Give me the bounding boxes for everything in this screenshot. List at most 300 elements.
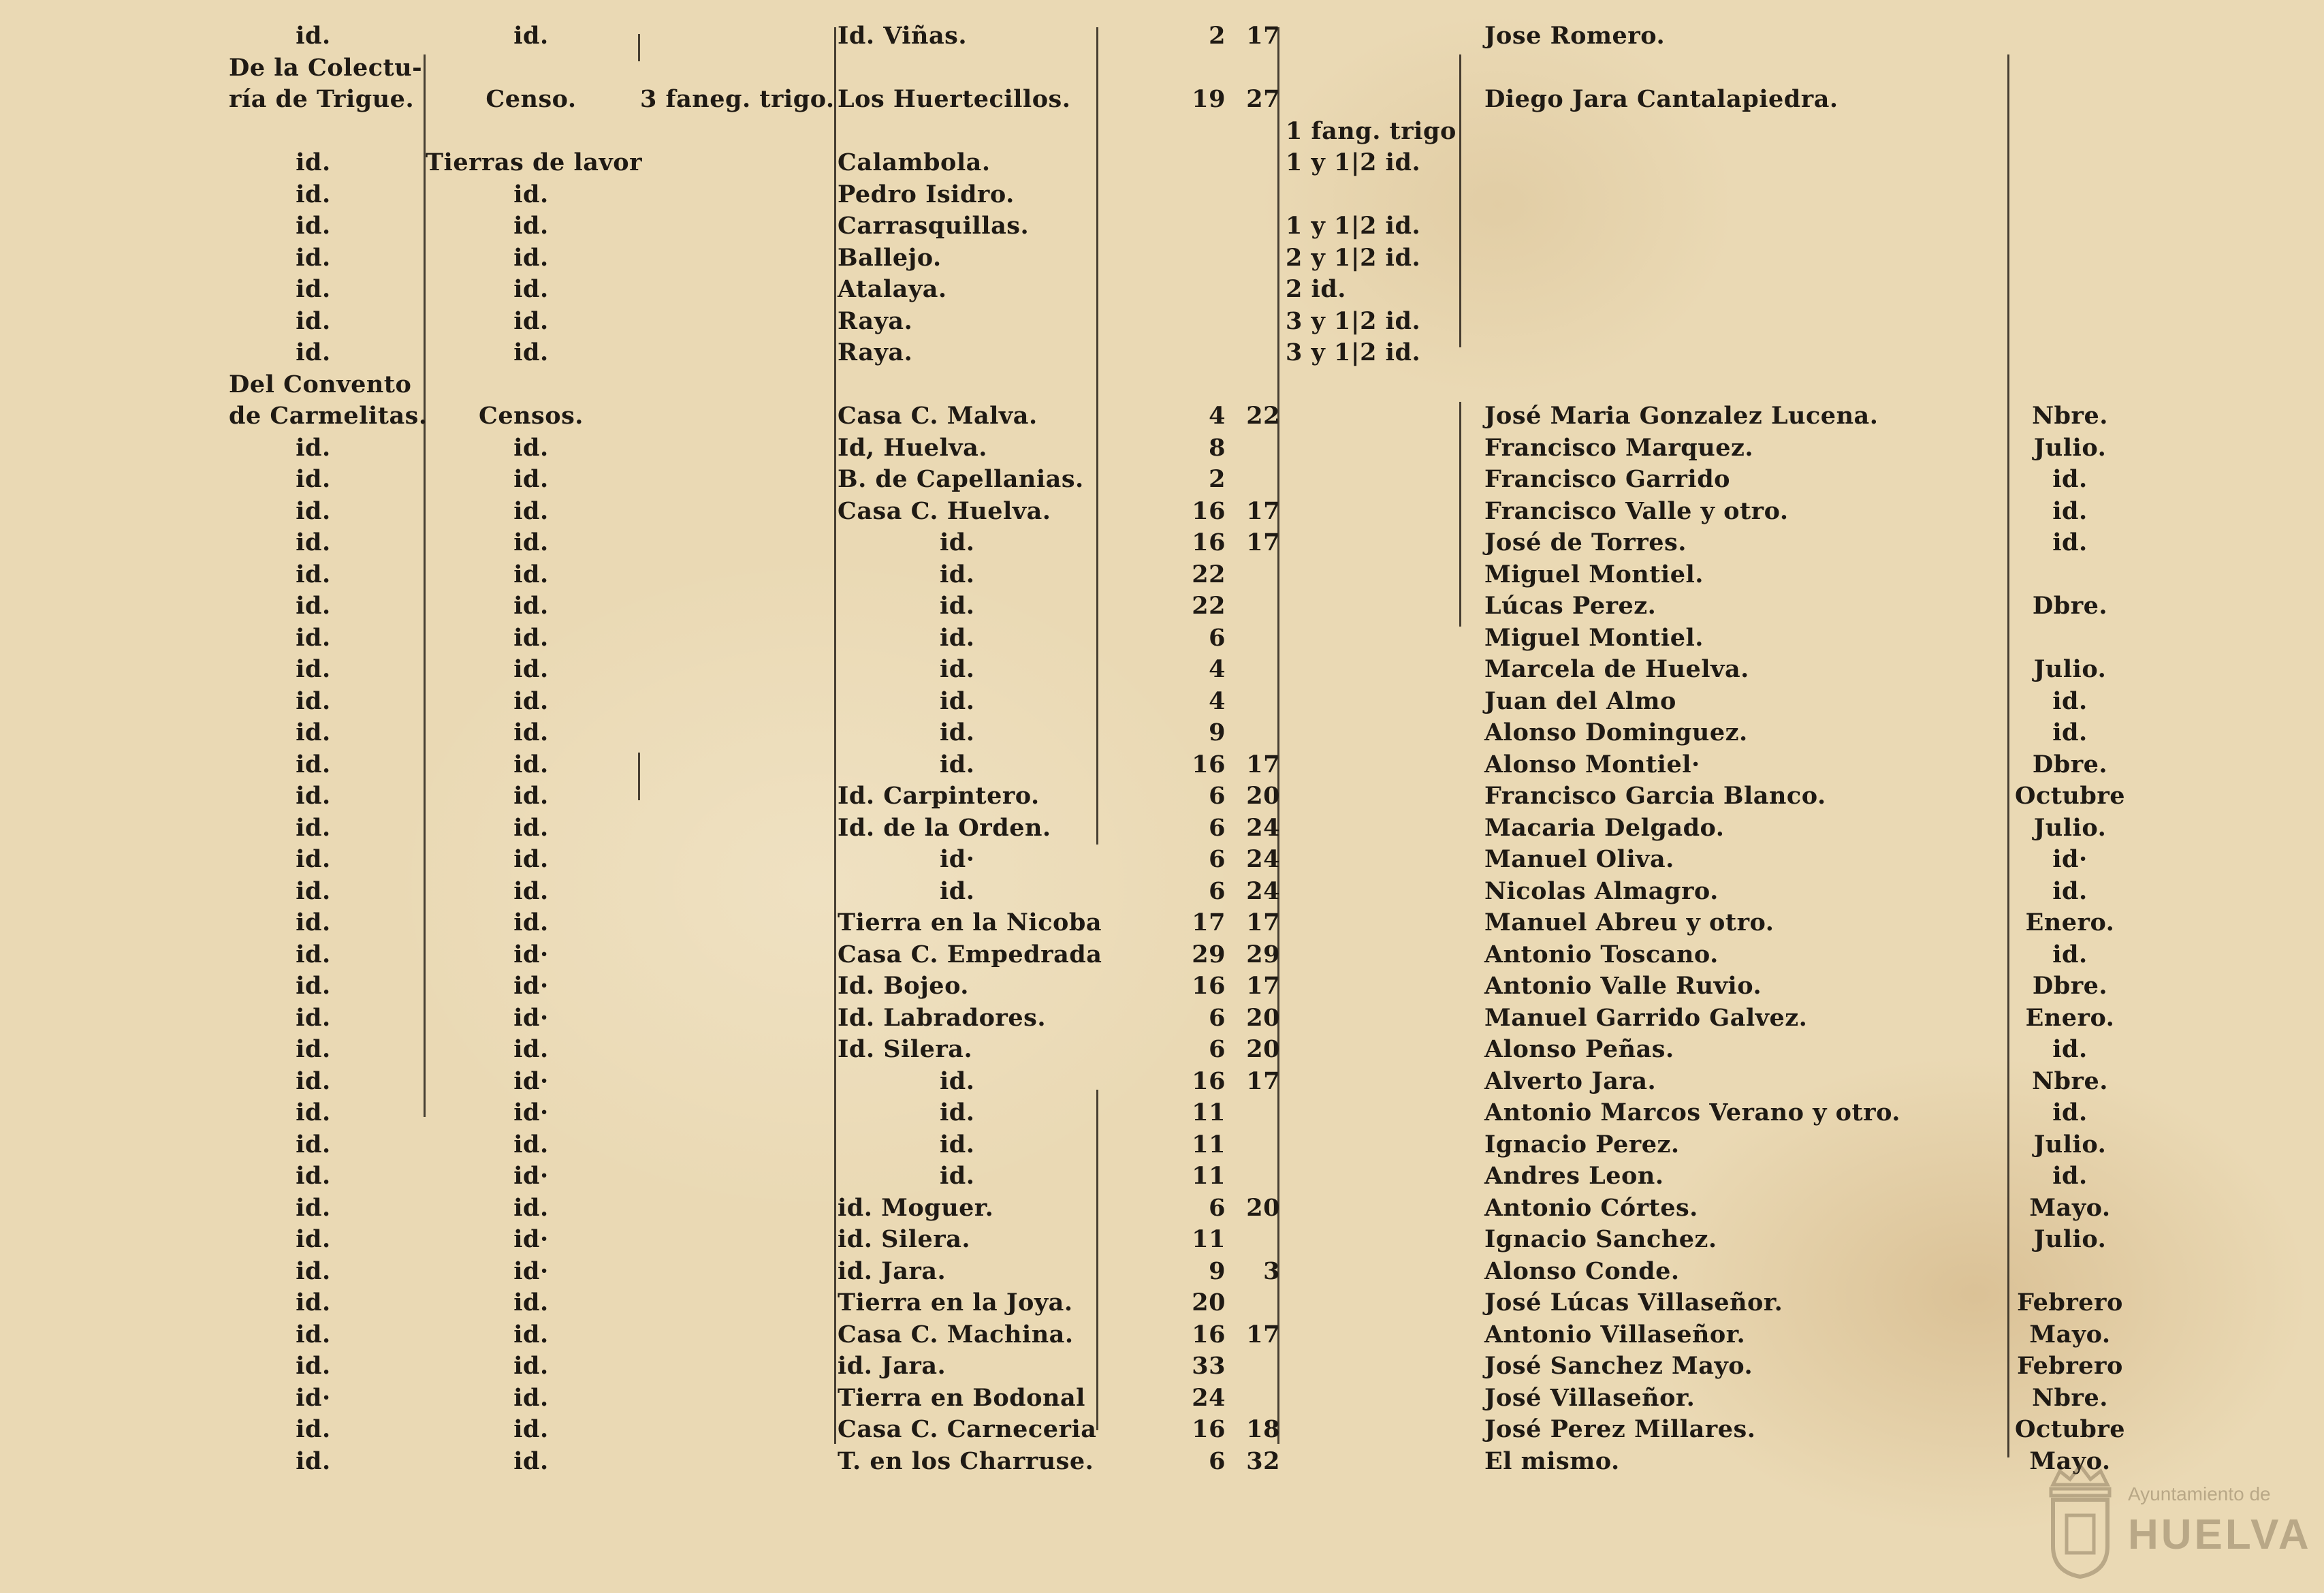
office-cell: id. xyxy=(296,560,331,588)
office-cell: id. xyxy=(296,529,331,556)
month-cell: Febrero xyxy=(2017,1289,2123,1316)
tenant-cell: José de Torres. xyxy=(1484,529,1687,556)
month-cell: id. xyxy=(2052,1035,2088,1063)
office-cell: id. xyxy=(296,1289,331,1316)
property-cell: Casa C. Empedrada xyxy=(838,940,1102,968)
tenant-cell: Diego Jara Cantalapiedra. xyxy=(1484,85,1838,113)
month-cell: id. xyxy=(2052,719,2088,746)
amount-cell: 9 xyxy=(1209,719,1226,746)
type-cell: id. xyxy=(513,1193,549,1222)
property-cell: Raya. xyxy=(838,306,913,335)
office-cell: id. xyxy=(296,813,331,842)
type-cell: id. xyxy=(513,22,549,50)
ledger-row xyxy=(0,1193,2324,1224)
tenant-cell: Alonso Montiel· xyxy=(1484,750,1700,778)
office-cell: id. xyxy=(296,306,331,335)
ledger-row xyxy=(0,369,2324,400)
tenant-cell: Marcela de Huelva. xyxy=(1484,655,1749,683)
ledger-row xyxy=(0,1319,2324,1351)
amount-cell: 6 xyxy=(1209,845,1226,873)
month-cell: id. xyxy=(2052,1099,2088,1126)
type-cell: id. xyxy=(513,243,549,272)
office-cell: id. xyxy=(296,1067,331,1095)
cents-cell: 20 xyxy=(1246,1035,1280,1063)
type-cell: id. xyxy=(513,592,549,620)
office-cell: de Carmelitas. xyxy=(229,402,428,430)
tenant-cell: Antonio Valle Ruvio. xyxy=(1484,972,1762,1000)
amount-cell: 6 xyxy=(1209,813,1226,842)
ledger-row xyxy=(0,242,2324,274)
tenant-cell: Francisco Garrido xyxy=(1484,465,1731,493)
ledger-row xyxy=(0,210,2324,242)
amount-cell: 6 xyxy=(1209,1003,1226,1032)
property-cell: id. xyxy=(940,623,975,652)
property-cell: id. xyxy=(940,529,975,556)
office-cell: id. xyxy=(296,972,331,1000)
amount-cell: 4 xyxy=(1209,402,1226,430)
month-cell: Julio. xyxy=(2033,1225,2107,1253)
month-cell: Dbre. xyxy=(2032,750,2108,778)
office-cell: id. xyxy=(296,719,331,746)
ledger-row xyxy=(0,52,2324,84)
office-cell: id. xyxy=(296,782,331,810)
ledger-row xyxy=(0,274,2324,305)
ledger-row xyxy=(0,1351,2324,1382)
month-cell: id. xyxy=(2052,529,2088,556)
property-cell: Carrasquillas. xyxy=(838,212,1030,240)
ledger-row xyxy=(0,590,2324,622)
amount-cell: 6 xyxy=(1209,623,1226,652)
type-cell: id. xyxy=(513,306,549,335)
office-cell: id. xyxy=(296,877,331,905)
type-cell: id· xyxy=(513,1099,549,1126)
ledger-row xyxy=(0,432,2324,464)
ledger-row xyxy=(0,464,2324,495)
ledger-row xyxy=(0,749,2324,780)
month-cell: id. xyxy=(2052,940,2088,968)
type-cell: id. xyxy=(513,845,549,873)
property-cell: id. xyxy=(940,1162,975,1190)
amount-cell: 2 xyxy=(1209,465,1226,493)
ledger-row xyxy=(0,717,2324,748)
tenant-cell: José Perez Millares. xyxy=(1484,1415,1756,1443)
property-cell: id· xyxy=(940,845,975,873)
amount-cell: 22 xyxy=(1192,592,1226,620)
type-cell: Censo. xyxy=(486,85,577,113)
property-cell: Id. Bojeo. xyxy=(838,972,969,1000)
ledger-row xyxy=(0,559,2324,590)
amount-cell: 11 xyxy=(1192,1162,1226,1190)
type-cell: id. xyxy=(513,1320,549,1348)
property-cell: Casa C. Carneceria xyxy=(838,1415,1097,1443)
office-cell: id. xyxy=(296,243,331,272)
month-cell: Dbre. xyxy=(2032,972,2108,1000)
ledger-row xyxy=(0,1256,2324,1287)
month-cell: Enero. xyxy=(2025,909,2115,936)
ledger-row xyxy=(0,306,2324,337)
property-cell: Calambola. xyxy=(838,148,991,176)
amount-cell: 16 xyxy=(1192,1415,1226,1443)
tenant-cell: José Villaseñor. xyxy=(1484,1383,1696,1412)
type-cell: id. xyxy=(513,877,549,905)
measure-cell: 1 y 1|2 id. xyxy=(1286,212,1421,240)
ledger-row xyxy=(0,116,2324,147)
ledger-row xyxy=(0,971,2324,1002)
office-cell: id. xyxy=(296,433,331,462)
ledger-row xyxy=(0,622,2324,654)
cents-cell: 17 xyxy=(1246,972,1280,1000)
type-cell: id. xyxy=(513,496,549,525)
month-cell: id. xyxy=(2052,1162,2088,1190)
month-cell: id. xyxy=(2052,687,2088,715)
cents-cell: 17 xyxy=(1246,909,1280,936)
ledger-row xyxy=(0,400,2324,432)
type-cell: id· xyxy=(513,1067,549,1095)
type-cell: Censos. xyxy=(478,402,584,430)
type-cell: id. xyxy=(513,782,549,810)
type-cell: id· xyxy=(513,940,549,968)
amount-cell: 4 xyxy=(1209,687,1226,715)
amount-cell: 6 xyxy=(1209,1035,1226,1063)
office-cell: id. xyxy=(296,750,331,778)
amount-cell: 22 xyxy=(1192,560,1226,588)
crest-icon xyxy=(2043,1457,2118,1580)
ledger-row xyxy=(0,20,2324,52)
amount-cell: 4 xyxy=(1209,655,1226,683)
property-cell: id. Jara. xyxy=(838,1352,946,1380)
cents-cell: 20 xyxy=(1246,1193,1280,1222)
tenant-cell: Nicolas Almagro. xyxy=(1484,877,1719,905)
tenant-cell: Antonio Marcos Verano y otro. xyxy=(1484,1099,1900,1126)
month-cell: Julio. xyxy=(2033,813,2107,842)
property-cell: Casa C. Machina. xyxy=(838,1320,1074,1348)
type-cell: id· xyxy=(513,972,549,1000)
amount-cell: 16 xyxy=(1192,750,1226,778)
month-cell: id· xyxy=(2052,845,2088,873)
measure-cell: 2 id. xyxy=(1286,275,1346,303)
office-cell: id. xyxy=(296,180,331,208)
amount-cell: 24 xyxy=(1192,1383,1226,1412)
property-cell: id. xyxy=(940,560,975,588)
office-cell: id. xyxy=(296,465,331,493)
amount-cell: 9 xyxy=(1209,1257,1226,1285)
property-cell: Tierra en la Nicoba xyxy=(838,909,1102,936)
ledger-row xyxy=(0,654,2324,685)
property-cell: Id. Labradores. xyxy=(838,1003,1047,1032)
amount-cell: 16 xyxy=(1192,1067,1226,1095)
cents-cell: 17 xyxy=(1246,529,1280,556)
type-cell: id. xyxy=(513,1447,549,1475)
payment-cell: 3 faneg. trigo. xyxy=(640,85,835,113)
type-cell: id. xyxy=(513,212,549,240)
office-cell: id. xyxy=(296,623,331,652)
type-cell: id. xyxy=(513,1352,549,1380)
tenant-cell: Antonio Villaseñor. xyxy=(1484,1320,1746,1348)
month-cell: Nbre. xyxy=(2032,1383,2108,1412)
ledger-row xyxy=(0,1097,2324,1129)
office-cell: id. xyxy=(296,275,331,303)
month-cell: Febrero xyxy=(2017,1352,2123,1380)
tenant-cell: Francisco Marquez. xyxy=(1484,433,1754,462)
office-cell: ría de Trigue. xyxy=(229,85,415,113)
amount-cell: 11 xyxy=(1192,1130,1226,1158)
cents-cell: 32 xyxy=(1246,1447,1280,1475)
cents-cell: 27 xyxy=(1246,85,1280,113)
office-cell: id. xyxy=(296,1257,331,1285)
property-cell: id. Jara. xyxy=(838,1257,946,1285)
cents-cell: 24 xyxy=(1246,845,1280,873)
ledger-row xyxy=(0,1446,2324,1477)
amount-cell: 29 xyxy=(1192,940,1226,968)
month-cell: Julio. xyxy=(2033,433,2107,462)
ledger-row xyxy=(0,179,2324,210)
tenant-cell: El mismo. xyxy=(1484,1447,1620,1475)
property-cell: id. xyxy=(940,1099,975,1126)
property-cell: id. xyxy=(940,719,975,746)
property-cell: id. xyxy=(940,877,975,905)
ledger-row xyxy=(0,147,2324,178)
property-cell: id. xyxy=(940,1067,975,1095)
amount-cell: 8 xyxy=(1209,433,1226,462)
watermark-logo xyxy=(2043,1451,2312,1587)
property-cell: Casa C. Huelva. xyxy=(838,496,1051,525)
property-cell: Tierra en la Joya. xyxy=(838,1289,1073,1316)
ledger-row xyxy=(0,1034,2324,1065)
office-cell: id. xyxy=(296,940,331,968)
watermark-title: HUELVA xyxy=(2128,1511,2312,1558)
cents-cell: 17 xyxy=(1246,1320,1280,1348)
cents-cell: 24 xyxy=(1246,813,1280,842)
type-cell: id· xyxy=(513,1003,549,1032)
property-cell: id. xyxy=(940,1130,975,1158)
property-cell: id. xyxy=(940,750,975,778)
type-cell: id. xyxy=(513,529,549,556)
month-cell: Mayo. xyxy=(2029,1320,2111,1348)
tenant-cell: Ignacio Sanchez. xyxy=(1484,1225,1717,1253)
type-cell: id. xyxy=(513,655,549,683)
amount-cell: 16 xyxy=(1192,496,1226,525)
tenant-cell: José Maria Gonzalez Lucena. xyxy=(1484,402,1879,430)
tenant-cell: Manuel Garrido Galvez. xyxy=(1484,1003,1808,1032)
tenant-cell: Lúcas Perez. xyxy=(1484,592,1657,620)
tenant-cell: Ignacio Perez. xyxy=(1484,1130,1680,1158)
office-cell: id. xyxy=(296,1415,331,1443)
tenant-cell: Antonio Córtes. xyxy=(1484,1193,1698,1222)
month-cell: Enero. xyxy=(2025,1003,2115,1032)
property-cell: Id. Viñas. xyxy=(838,22,968,50)
type-cell: Tierras de lavor xyxy=(426,148,643,176)
amount-cell: 6 xyxy=(1209,877,1226,905)
type-cell: id. xyxy=(513,560,549,588)
office-cell: id. xyxy=(296,592,331,620)
type-cell: id· xyxy=(513,1162,549,1190)
property-cell: Raya. xyxy=(838,338,913,366)
cents-cell: 18 xyxy=(1246,1415,1280,1443)
measure-cell: 2 y 1|2 id. xyxy=(1286,243,1421,272)
property-cell: Casa C. Malva. xyxy=(838,402,1038,430)
tenant-cell: Francisco Garcia Blanco. xyxy=(1484,782,1826,810)
type-cell: id. xyxy=(513,719,549,746)
office-cell: id. xyxy=(296,655,331,683)
property-cell: Atalaya. xyxy=(838,275,947,303)
office-cell: id. xyxy=(296,909,331,936)
property-cell: id. Silera. xyxy=(838,1225,971,1253)
office-cell: id. xyxy=(296,1003,331,1032)
property-cell: Id, Huelva. xyxy=(838,433,987,462)
ledger-row xyxy=(0,1161,2324,1192)
month-cell: Octubre xyxy=(2014,1415,2126,1443)
cents-cell: 17 xyxy=(1246,750,1280,778)
ledger-row xyxy=(0,1414,2324,1445)
type-cell: id. xyxy=(513,1383,549,1412)
tenant-cell: Miguel Montiel. xyxy=(1484,560,1704,588)
watermark-subtitle: Ayuntamiento de xyxy=(2128,1483,2271,1504)
type-cell: id. xyxy=(513,1415,549,1443)
tenant-cell: Alonso Conde. xyxy=(1484,1257,1680,1285)
tenant-cell: José Sanchez Mayo. xyxy=(1484,1352,1753,1380)
tenant-cell: Juan del Almo xyxy=(1484,687,1676,715)
type-cell: id. xyxy=(513,623,549,652)
office-cell: id. xyxy=(296,1225,331,1253)
office-cell: id· xyxy=(296,1383,331,1412)
month-cell: Mayo. xyxy=(2029,1193,2111,1222)
month-cell: Dbre. xyxy=(2032,592,2108,620)
amount-cell: 6 xyxy=(1209,1447,1226,1475)
tenant-cell: Alonso Peñas. xyxy=(1484,1035,1674,1063)
ledger-row xyxy=(0,1003,2324,1034)
cents-cell: 17 xyxy=(1246,496,1280,525)
office-cell: id. xyxy=(296,338,331,366)
ledger-row xyxy=(0,876,2324,907)
month-cell: Nbre. xyxy=(2032,402,2108,430)
office-cell: id. xyxy=(296,1162,331,1190)
amount-cell: 20 xyxy=(1192,1289,1226,1316)
property-cell: B. de Capellanias. xyxy=(838,465,1084,493)
tenant-cell: Andres Leon. xyxy=(1484,1162,1664,1190)
property-cell: Ballejo. xyxy=(838,243,942,272)
type-cell: id. xyxy=(513,813,549,842)
cents-cell: 29 xyxy=(1246,940,1280,968)
amount-cell: 11 xyxy=(1192,1225,1226,1253)
amount-cell: 16 xyxy=(1192,972,1226,1000)
office-cell: De la Colectu- xyxy=(229,53,423,82)
office-cell: id. xyxy=(296,1352,331,1380)
office-cell: id. xyxy=(296,496,331,525)
property-cell: id. xyxy=(940,655,975,683)
ledger-row xyxy=(0,1383,2324,1414)
property-cell: Tierra en Bodonal xyxy=(838,1383,1085,1412)
property-cell: Los Huertecillos. xyxy=(838,85,1071,113)
ledger-row xyxy=(0,907,2324,939)
office-cell: id. xyxy=(296,1447,331,1475)
property-cell: Id. Silera. xyxy=(838,1035,973,1063)
type-cell: id. xyxy=(513,687,549,715)
type-cell: id. xyxy=(513,180,549,208)
tenant-cell: Antonio Toscano. xyxy=(1484,940,1719,968)
tenant-cell: Alonso Dominguez. xyxy=(1484,719,1748,746)
month-cell: Julio. xyxy=(2033,1130,2107,1158)
cents-cell: 17 xyxy=(1246,22,1280,50)
cents-cell: 24 xyxy=(1246,877,1280,905)
cents-cell: 17 xyxy=(1246,1067,1280,1095)
month-cell: id. xyxy=(2052,465,2088,493)
month-cell: id. xyxy=(2052,496,2088,525)
amount-cell: 11 xyxy=(1192,1099,1226,1126)
amount-cell: 17 xyxy=(1192,909,1226,936)
cents-cell: 20 xyxy=(1246,782,1280,810)
cents-cell: 22 xyxy=(1246,402,1280,430)
ledger-row xyxy=(0,686,2324,717)
type-cell: id. xyxy=(513,275,549,303)
amount-cell: 6 xyxy=(1209,782,1226,810)
month-cell: Julio. xyxy=(2033,655,2107,683)
ledger-row xyxy=(0,1066,2324,1097)
ledger-row xyxy=(0,527,2324,558)
month-cell: Mayo. xyxy=(2029,1447,2111,1475)
type-cell: id. xyxy=(513,338,549,366)
tenant-cell: Jose Romero. xyxy=(1484,22,1666,50)
type-cell: id. xyxy=(513,750,549,778)
property-cell: Id. Carpintero. xyxy=(838,782,1040,810)
ledger-row xyxy=(0,337,2324,368)
amount-cell: 16 xyxy=(1192,1320,1226,1348)
amount-cell: 16 xyxy=(1192,529,1226,556)
property-cell: id. Moguer. xyxy=(838,1193,994,1222)
property-cell: Id. de la Orden. xyxy=(838,813,1051,842)
tenant-cell: José Lúcas Villaseñor. xyxy=(1484,1289,1783,1316)
property-cell: id. xyxy=(940,687,975,715)
office-cell: id. xyxy=(296,1193,331,1222)
tenant-cell: Miguel Montiel. xyxy=(1484,623,1704,652)
tenant-cell: Francisco Valle y otro. xyxy=(1484,496,1789,525)
ledger-row xyxy=(0,813,2324,844)
office-cell: id. xyxy=(296,1035,331,1063)
amount-cell: 2 xyxy=(1209,22,1226,50)
ledger-row xyxy=(0,84,2324,115)
ledger-row xyxy=(0,939,2324,971)
measure-cell: 3 y 1|2 id. xyxy=(1286,338,1421,366)
type-cell: id. xyxy=(513,465,549,493)
office-cell: id. xyxy=(296,845,331,873)
tenant-cell: Manuel Oliva. xyxy=(1484,845,1674,873)
measure-cell: 1 fang. trigo xyxy=(1286,116,1457,145)
cents-cell: 3 xyxy=(1263,1257,1280,1285)
cents-cell: 20 xyxy=(1246,1003,1280,1032)
amount-cell: 19 xyxy=(1192,85,1226,113)
amount-cell: 6 xyxy=(1209,1193,1226,1222)
office-cell: Del Convento xyxy=(229,370,412,398)
office-cell: id. xyxy=(296,687,331,715)
tenant-cell: Macaria Delgado. xyxy=(1484,813,1725,842)
office-cell: id. xyxy=(296,22,331,50)
ledger-row xyxy=(0,1287,2324,1319)
type-cell: id. xyxy=(513,433,549,462)
office-cell: id. xyxy=(296,1320,331,1348)
property-cell: Pedro Isidro. xyxy=(838,180,1015,208)
office-cell: id. xyxy=(296,148,331,176)
amount-cell: 33 xyxy=(1192,1352,1226,1380)
tenant-cell: Manuel Abreu y otro. xyxy=(1484,909,1774,936)
measure-cell: 1 y 1|2 id. xyxy=(1286,148,1421,176)
type-cell: id. xyxy=(513,1289,549,1316)
office-cell: id. xyxy=(296,1099,331,1126)
ledger-row xyxy=(0,1129,2324,1161)
month-cell: id. xyxy=(2052,877,2088,905)
measure-cell: 3 y 1|2 id. xyxy=(1286,306,1421,335)
ledger-row xyxy=(0,496,2324,527)
office-cell: id. xyxy=(296,1130,331,1158)
type-cell: id· xyxy=(513,1225,549,1253)
